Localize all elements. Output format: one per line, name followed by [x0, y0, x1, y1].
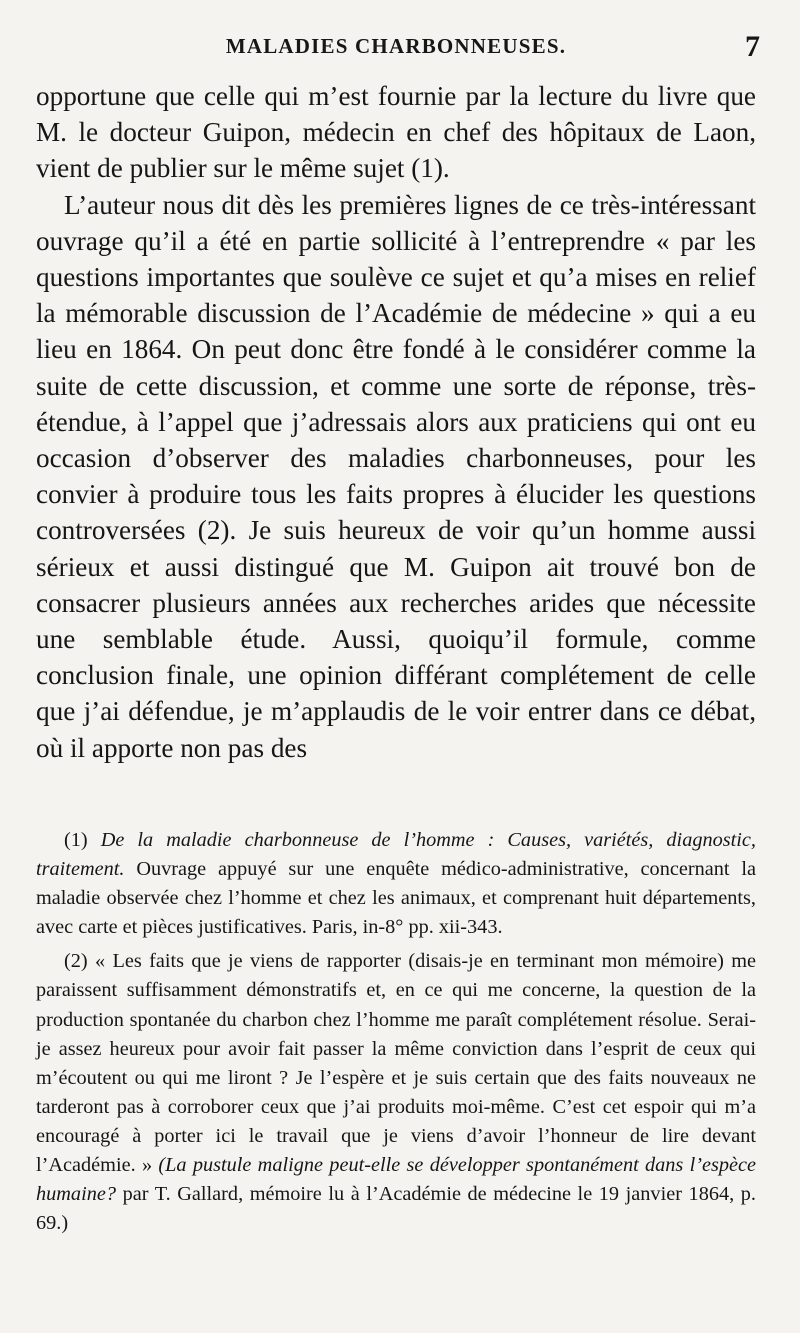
running-head: MALADIES CHARBONNEUSES.	[225, 34, 567, 58]
footnote-2-tail: par T. Gallard, mémoire lu à l’Académie de médecine le 19 janvier 1864, p. 69.)	[36, 1183, 756, 1235]
page-header	[36, 30, 760, 70]
footnote-2-title: (La pustule maligne peut-elle se développer spontanément dans l’espèce humaine?	[36, 1154, 757, 1206]
paragraph: L’auteur nous dit dès les premières lignes de ce très-intéressant ouvrage qu’il a été en partie sollicité à l’entreprendre « par les questions importantes que soulève ce sujet et qu’a mises en relief la mémorable discussion de l’Académie de médecine » qui a eu lieu en 1864. On peut donc être fondé à le considérer comme la suite de cette discussion, et comme une sorte de réponse, très-étendue, à l’appel que j’adressais alors aux praticiens qui ont eu occasion d’observer des maladies charbonneuses, pour les convier à produire tous les faits propres à élucider les questions controversées (2). Je suis heureux de voir qu’un homme aussi sérieux et aussi distingué que M. Guipon ait trouvé bon de consacrer plusieurs années aux recherches arides que nécessite une semblable étude. Aussi, quoiqu’il formule, comme conclusion finale, une opinion différant complétement de celle que j’ai défendue, je m’applaudis de le voir entrer dans ce débat, où il apporte non pas des	[36, 189, 756, 763]
footnote-2-marker: (2)	[64, 950, 88, 973]
footnote-1-text: Ouvrage appuyé sur une enquête médico-administrative, concernant la maladie observée chez l’homme et chez les animaux, et comprenant huit départements, avec carte et pièces justificatives. Paris, in-8° pp. xii-343.	[36, 858, 757, 939]
paragraph-continued: opportune que celle qui m’est fournie par la lecture du livre que M. le docteur Guipon, médecin en chef des hôpitaux de Laon, vient de publier sur le même sujet (1).	[36, 81, 756, 184]
footnote-2-text: « Les faits que je viens de rapporter (disais-je en terminant mon mémoire) me paraissent suffisamment démonstratifs et, en ce qui me concerne, la question de la production spontanée du charbon chez l’homme me paraît complétement résolue. Serai-je assez heureux pour avoir fait passer la même conviction dans l’esprit de ceux qui m’écoutent ou qui me liront ? Je l’espère et je suis certain que des faits nouveaux ne tarderont pas à corroborer ceux que j’ai produits moi-même. C’est cet espoir qui m’a encouragé à porter ici le travail que je viens d’avoir l’honneur de lire devant l’Académie. »	[36, 950, 756, 1177]
page-number: 7	[745, 30, 760, 63]
footnote-2	[36, 947, 756, 1238]
footnotes	[36, 826, 756, 1243]
body-text	[36, 78, 756, 766]
footnote-1-marker: (1)	[64, 829, 88, 851]
footnote-1	[36, 826, 756, 942]
footnote-1-title: De la maladie charbonneuse de l’homme : Causes, variétés, diagnostic, traitement.	[36, 829, 756, 881]
